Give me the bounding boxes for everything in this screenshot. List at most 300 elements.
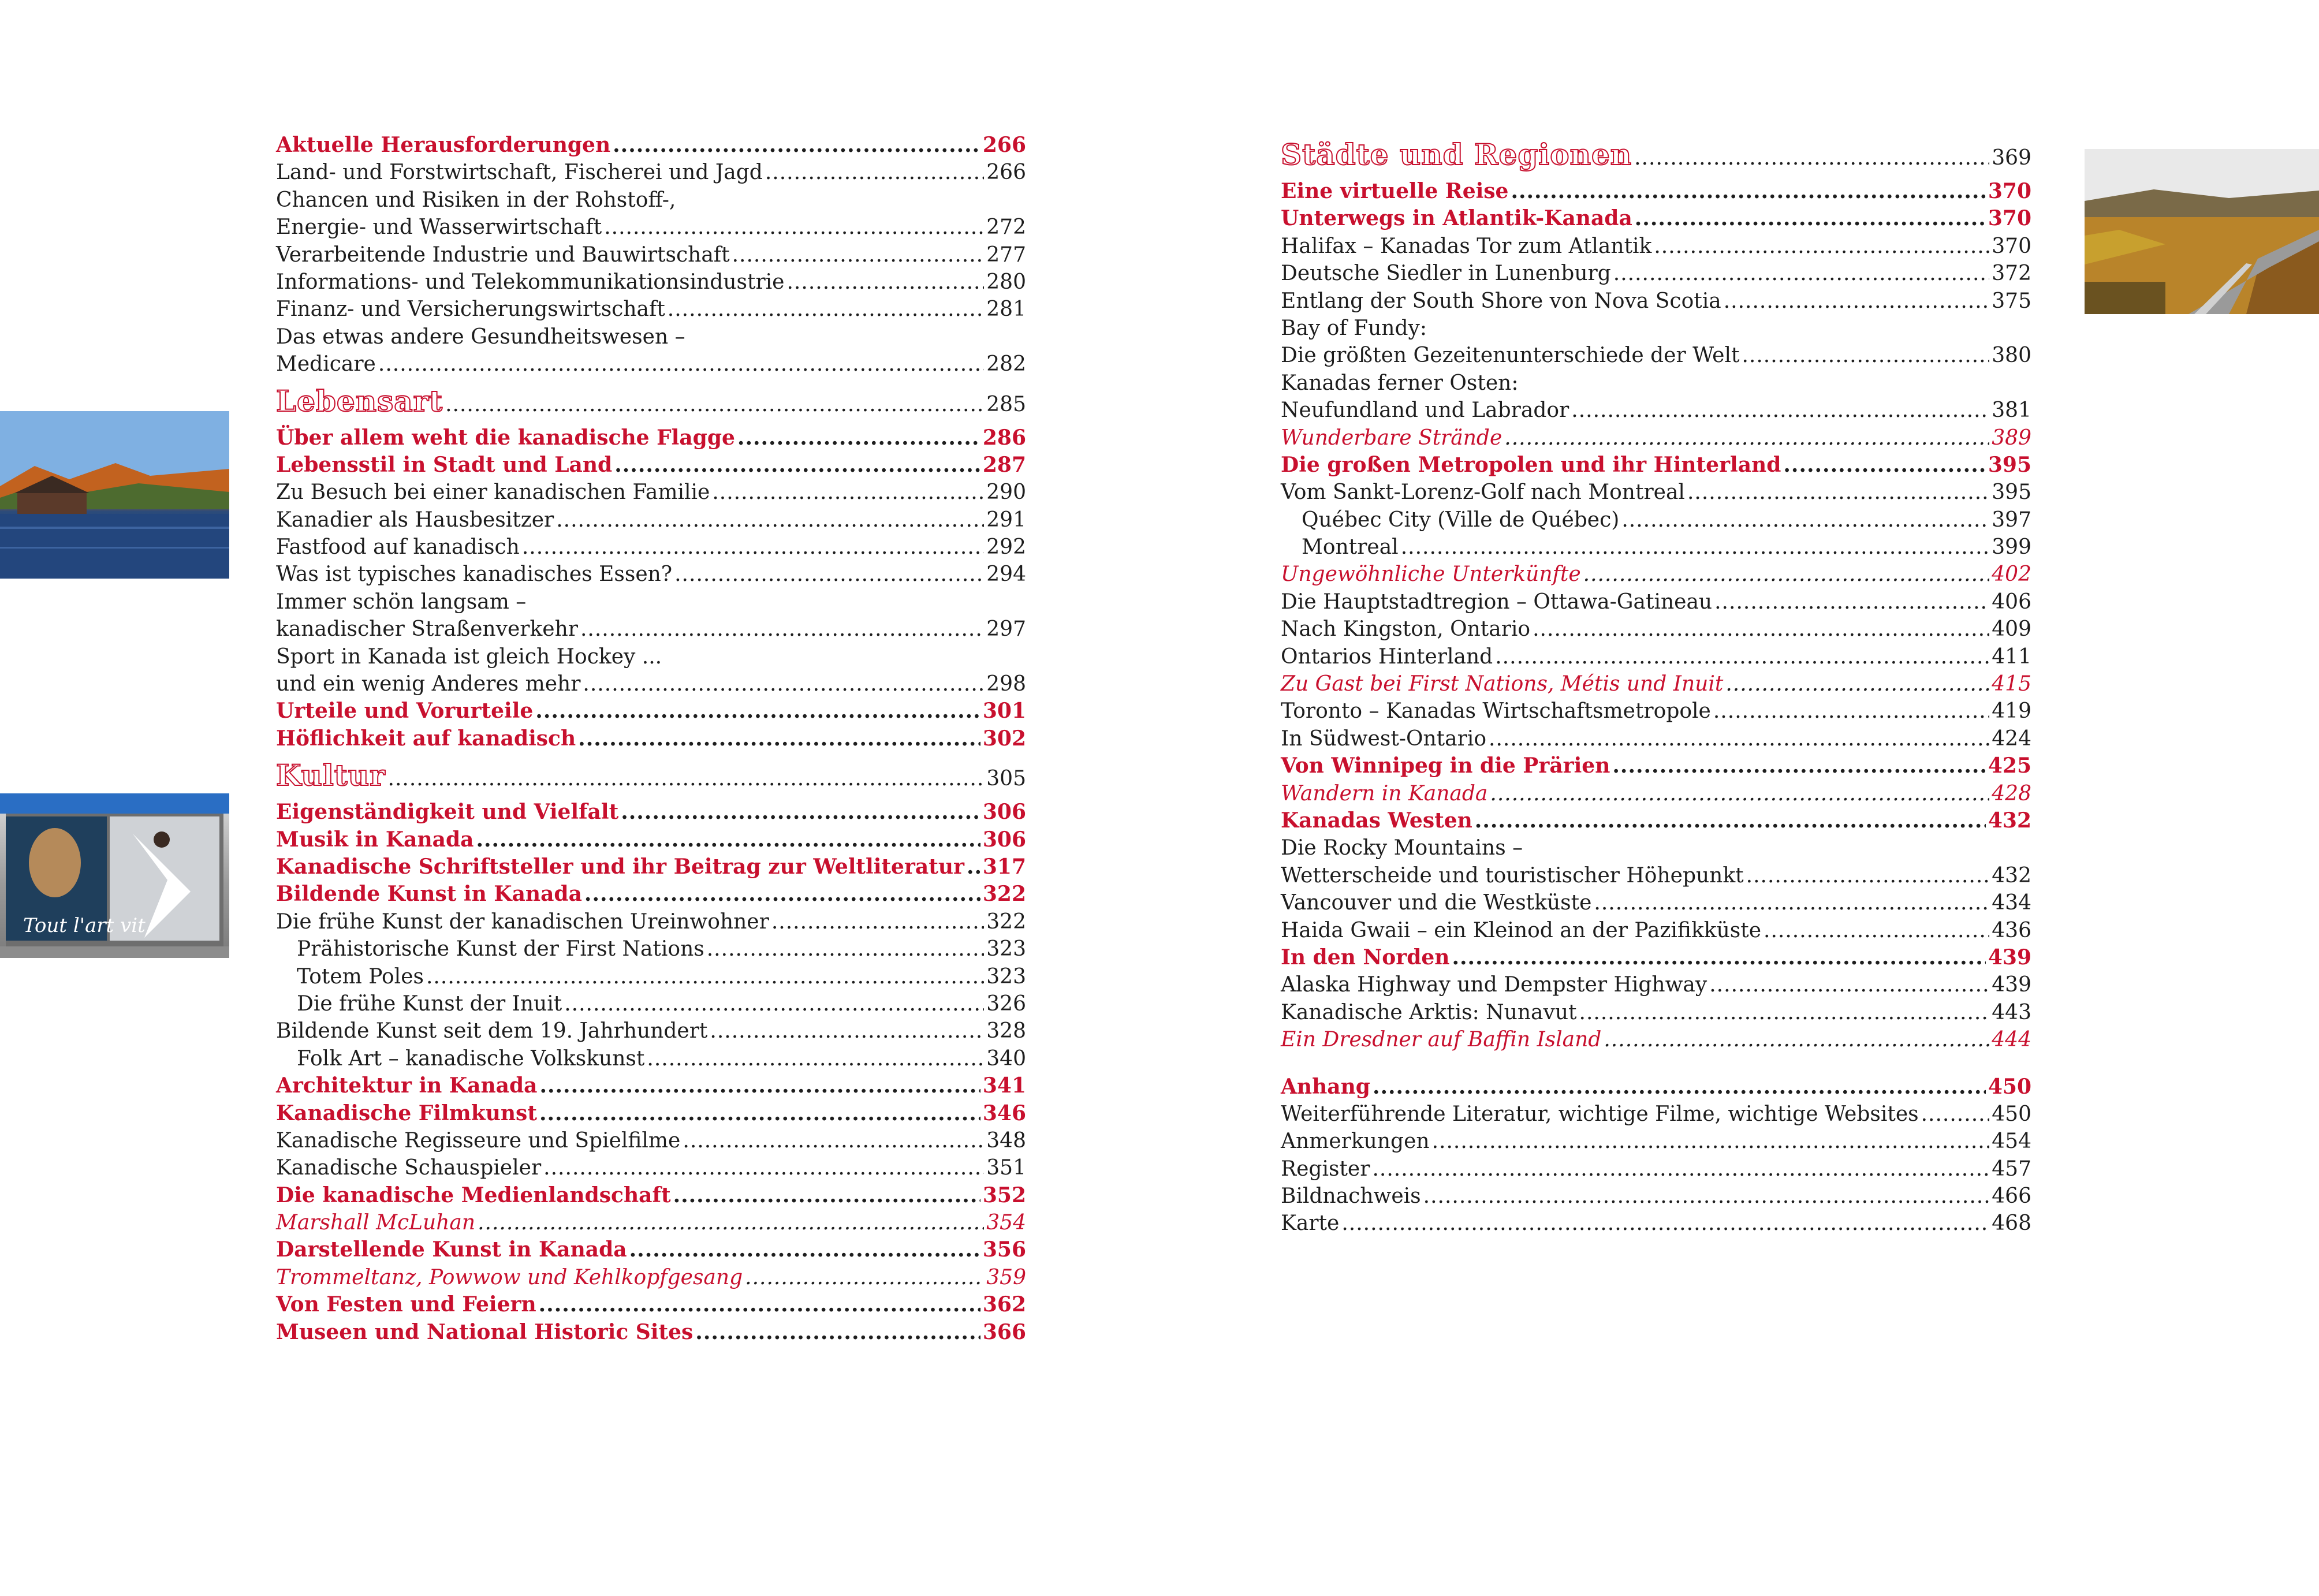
toc-page-number: 282 (986, 352, 1026, 376)
toc-page-number: 372 (1992, 262, 2031, 286)
toc-section-lebensart[interactable] (276, 378, 1026, 424)
dot-leader (967, 853, 980, 881)
toc-entry-bildende-kunst-seit-dem-19-jahrhundert[interactable] (276, 1017, 1026, 1045)
toc-entry-die-fruehe-kunst-der-kanadischen-ureinwohner[interactable] (276, 908, 1026, 935)
toc-entry-title: Folk Art – kanadische Volkskunst (297, 1046, 645, 1071)
toc-entry-kanadische-schriftsteller-und-ihr-beitrag-zur-we[interactable] (276, 853, 1026, 881)
toc-entry-title: Vancouver und die Westküste (1281, 891, 1592, 915)
toc-entry-kanadische-schauspieler[interactable] (276, 1154, 1026, 1181)
toc-entry-trommeltanz-powwow-und-kehlkopfgesang[interactable] (276, 1264, 1026, 1291)
dot-leader (543, 1154, 984, 1181)
dot-leader (388, 756, 985, 802)
toc-entry-kanadier-als-hausbesitzer[interactable] (276, 506, 1026, 534)
dot-leader (1341, 1210, 1989, 1237)
toc-page-number: 317 (982, 854, 1026, 879)
toc-page-number: 286 (982, 425, 1026, 450)
toc-entry-eine-virtuelle-reise[interactable] (1281, 178, 2031, 205)
toc-page-number: 287 (982, 452, 1026, 477)
toc-entry-kanadische-regisseure-und-spielfilme[interactable] (276, 1127, 1026, 1154)
toc-entry-title: Bay of Fundy: (1281, 316, 1427, 340)
autumn-road-photo (2085, 149, 2319, 314)
toc-page-number: 359 (986, 1265, 1026, 1289)
dot-leader (584, 881, 980, 908)
toc-entry-urteile-und-vorurteile[interactable] (276, 698, 1026, 725)
toc-entry-title: Bildende Kunst seit dem 19. Jahrhundert (276, 1019, 708, 1043)
toc-page-number: 375 (1992, 289, 2031, 313)
toc-page-number: 285 (986, 392, 1026, 416)
dot-leader (1475, 807, 1986, 834)
toc-entry-kanadischer-strassenverkehr[interactable] (276, 616, 1026, 643)
toc-entry-kanadische-filmkunst[interactable] (276, 1100, 1026, 1127)
toc-entry-title: Vom Sankt-Lorenz-Golf nach Montreal (1281, 480, 1685, 505)
dot-leader (604, 214, 984, 241)
toc-page-number: 450 (1988, 1074, 2031, 1099)
toc-page-number: 294 (986, 562, 1026, 587)
toc-entry-title: Finanz- und Versicherungswirtschaft (276, 297, 665, 322)
toc-section-kultur[interactable] (276, 752, 1026, 799)
toc-entry-title: Alaska Highway und Dempster Highway (1281, 973, 1707, 997)
toc-entry-neufundland-und-labrador[interactable] (1281, 397, 2031, 424)
toc-entry-title: Lebensstil in Stadt und Land (276, 452, 613, 477)
toc-spacer (1281, 1054, 2031, 1073)
dot-leader (1612, 752, 1985, 780)
toc-page-number: 291 (986, 508, 1026, 532)
toc-page-number: 432 (1992, 863, 2031, 888)
toc-entry-in-den-norden[interactable] (1281, 944, 2031, 971)
toc-page-number: 340 (986, 1046, 1026, 1071)
dot-leader (1613, 260, 1990, 287)
toc-entry-bildnachweis[interactable] (1281, 1183, 2031, 1210)
dot-leader (1634, 135, 1989, 181)
toc-entry-immer-schoen-langsam[interactable] (276, 588, 1026, 616)
toc-entry-montreal[interactable] (1281, 534, 2031, 561)
toc-page-number: 439 (1988, 945, 2031, 969)
toc-page-number: 281 (986, 297, 1026, 322)
toc-entry-land-und-forstwirtschaft-fischerei-und-jagd[interactable] (276, 159, 1026, 186)
toc-entry-title: Kultur (276, 758, 386, 793)
toc-entry-title: Chancen und Risiken in der Rohstoff-, (276, 188, 676, 212)
toc-entry-title: Bildnachweis (1281, 1184, 1421, 1209)
toc-entry-title: Die größten Gezeitenunterschiede der Welt (1281, 344, 1740, 368)
toc-entry-karte[interactable] (1281, 1210, 2031, 1237)
toc-page-number: 434 (1992, 891, 2031, 915)
toc-page-number: 457 (1992, 1157, 2031, 1181)
toc-page-number: 419 (1992, 699, 2031, 724)
toc-entry-aktuelle-herausforderungen[interactable] (276, 132, 1026, 159)
toc-entry-title: Fastfood auf kanadisch (276, 535, 520, 560)
toc-entry-von-festen-und-feiern[interactable] (276, 1291, 1026, 1318)
toc-entry-wandern-in-kanada[interactable] (1281, 780, 2031, 807)
toc-entry-title: Sport in Kanada ist gleich Hockey ... (276, 644, 662, 669)
toc-page-number: 366 (982, 1319, 1026, 1344)
dot-leader (1654, 233, 1989, 260)
dot-leader (1724, 288, 1990, 315)
dot-leader (1490, 780, 1989, 807)
toc-entry-title: Medicare (276, 352, 376, 376)
toc-entry-title: Über allem weht die kanadische Flagge (276, 425, 735, 450)
dot-leader (1746, 862, 1990, 889)
toc-page-number: 266 (986, 161, 1026, 185)
toc-page-number: 468 (1992, 1211, 2031, 1236)
toc-entry-ontarios-hinterland[interactable] (1281, 643, 2031, 670)
mural-caption: Tout l'art vit (23, 914, 146, 937)
toc-entry-ueber-allem-weht-die-kanadische-flagge[interactable] (276, 424, 1026, 452)
toc-entry-von-winnipeg-in-die-praerien[interactable] (1281, 752, 2031, 780)
toc-entry-title: Unterwegs in Atlantik-Kanada (1281, 206, 1632, 231)
toc-entry-kanadas-westen[interactable] (1281, 807, 2031, 834)
toc-page-number: 399 (1992, 535, 2031, 560)
toc-page-number: 369 (1992, 146, 2031, 170)
dot-leader (673, 1182, 980, 1209)
toc-page-number: 428 (1992, 781, 2031, 806)
toc-page-number: 444 (1992, 1028, 2031, 1052)
toc-page-number: 326 (986, 991, 1026, 1016)
toc-entry-die-fruehe-kunst-der-inuit[interactable] (276, 990, 1026, 1017)
toc-page-number: 328 (986, 1019, 1026, 1043)
toc-entry-title: Bildende Kunst in Kanada (276, 882, 582, 907)
toc-entry-kanadas-ferner-osten[interactable] (1281, 370, 2031, 397)
toc-entry-unterwegs-in-atlantik-kanada[interactable] (1281, 205, 2031, 232)
toc-entry-das-etwas-andere-gesundheitswesen[interactable] (276, 323, 1026, 350)
toc-entry-eigenstaendigkeit-und-vielfalt[interactable] (276, 799, 1026, 826)
dot-leader (1635, 205, 1986, 232)
dot-leader (1604, 1026, 1989, 1053)
toc-page-number: 305 (986, 767, 1026, 791)
toc-entry-vom-sankt-lorenz-golf-nach-montreal[interactable] (1281, 479, 2031, 506)
toc-page-number: 411 (1992, 644, 2031, 669)
toc-entry-finanz-und-versicherungswirtschaft[interactable] (276, 296, 1026, 323)
dot-leader (712, 479, 984, 506)
toc-entry-ungewoehnliche-unterkuenfte[interactable] (1281, 561, 2031, 588)
toc-entry-zu-besuch-bei-einer-kanadischen-familie[interactable] (276, 479, 1026, 506)
toc-entry-title: Aktuelle Herausforderungen (276, 133, 611, 157)
toc-entry-hoeflichkeit-auf-kanadisch[interactable] (276, 725, 1026, 752)
toc-entry-wunderbare-straende[interactable] (1281, 424, 2031, 452)
toc-page-number: 466 (1992, 1184, 2031, 1209)
dot-leader (578, 725, 980, 752)
toc-entry-title: Land- und Forstwirtschaft, Fischerei und Jagd (276, 161, 763, 185)
lake-cottage-photo (0, 411, 229, 579)
dot-leader (1709, 971, 1989, 998)
toc-entry-title: Kanadas Westen (1281, 808, 1472, 833)
toc-page-number: 454 (1992, 1129, 2031, 1154)
toc-entry-title: Urteile und Vorurteile (276, 699, 534, 724)
dot-leader (539, 1072, 980, 1099)
toc-entry-die-rocky-mountains[interactable] (1281, 834, 2031, 862)
toc-entry-title: Ungewöhnliche Unterkünfte (1281, 562, 1581, 587)
toc-entry-title: Die frühe Kunst der kanadischen Ureinwohner (276, 909, 769, 934)
toc-entry-title: Kanadische Schriftsteller und ihr Beitrag zur Weltliteratur (276, 854, 964, 879)
toc-entry-die-grossen-metropolen-und-ihr-hinterland[interactable] (1281, 452, 2031, 479)
toc-page-number: 397 (1992, 508, 2031, 532)
dot-leader (426, 963, 984, 990)
dot-leader (1511, 178, 1985, 205)
toc-entry-title: Totem Poles (297, 964, 424, 989)
dot-leader (707, 935, 985, 963)
toc-entry-die-hauptstadtregion-ottawa-gatineau[interactable] (1281, 588, 2031, 616)
dot-leader (1533, 616, 1989, 643)
toc-entry-title: Von Winnipeg in die Prärien (1281, 754, 1610, 778)
toc-entry-title: Energie- und Wasserwirtschaft (276, 215, 602, 240)
dot-leader (1783, 452, 1985, 479)
toc-page-number: 406 (1992, 590, 2031, 614)
toc-page-number: 346 (982, 1101, 1026, 1125)
toc-entry-architektur-in-kanada[interactable] (276, 1072, 1026, 1099)
toc-page-number: 323 (986, 964, 1026, 989)
toc-entry-register[interactable] (1281, 1155, 2031, 1183)
dot-leader (1725, 670, 1989, 698)
toc-entry-title: Karte (1281, 1211, 1340, 1236)
toc-page-number: 439 (1992, 973, 2031, 997)
toc-entry-title: Ein Dresdner auf Baffin Island (1281, 1028, 1602, 1052)
toc-page-number: 362 (982, 1292, 1026, 1317)
dot-leader (737, 424, 980, 452)
toc-page-number: 306 (982, 800, 1026, 825)
toc-section-staedte-und-regionen[interactable] (1281, 132, 2031, 178)
toc-entry-title: Montreal (1302, 535, 1399, 560)
dot-leader (378, 350, 984, 378)
toc-page-number: 409 (1992, 617, 2031, 642)
toc-page-number: 348 (986, 1128, 1026, 1153)
dot-leader (668, 296, 984, 323)
toc-entry-musik-in-kanada[interactable] (276, 826, 1026, 853)
toc-entry-title: Kanadische Regisseure und Spielfilme (276, 1128, 681, 1153)
dot-leader (1687, 479, 1989, 506)
toc-entry-title: Darstellende Kunst in Kanada (276, 1237, 627, 1262)
toc-entry-title: Verarbeitende Industrie und Bauwirtschaft (276, 243, 730, 267)
toc-entry-title: Neufundland und Labrador (1281, 398, 1569, 423)
toc-page-number: 290 (986, 480, 1026, 505)
toc-page-number: 354 (986, 1211, 1026, 1235)
toc-page-number: 381 (1992, 398, 2031, 423)
dot-leader (732, 241, 985, 269)
toc-entry-title: Marshall McLuhan (276, 1211, 476, 1235)
toc-entry-title: Die Rocky Mountains – (1281, 836, 1523, 860)
dot-leader (1372, 1155, 1989, 1183)
toc-entry-title: Anmerkungen (1281, 1129, 1430, 1154)
dot-leader (629, 1236, 980, 1263)
toc-entry-title: Das etwas andere Gesundheitswesen – (276, 325, 685, 349)
dot-leader (647, 1045, 984, 1072)
dot-leader (539, 1291, 980, 1318)
dot-leader (1504, 424, 1989, 452)
toc-entry-darstellende-kunst-in-kanada[interactable] (276, 1236, 1026, 1263)
toc-entry-title: Eine virtuelle Reise (1281, 179, 1509, 203)
toc-page-number: 450 (1992, 1102, 2031, 1126)
toc-entry-title: Deutsche Siedler in Lunenburg (1281, 262, 1611, 286)
toc-entry-was-ist-typisches-kanadisches-essen[interactable] (276, 561, 1026, 588)
toc-entry-vancouver-und-die-westkueste[interactable] (1281, 889, 2031, 916)
dot-leader (478, 1209, 984, 1236)
toc-page-number: 370 (1988, 179, 2031, 203)
toc-entry-title: Entlang der South Shore von Nova Scotia (1281, 289, 1721, 313)
art-mural-photo (0, 793, 229, 958)
dot-leader (1713, 698, 1989, 725)
toc-entry-title: Kanadische Filmkunst (276, 1101, 537, 1125)
toc-entry-wetterscheide-und-touristischer-hoehepunkt[interactable] (1281, 862, 2031, 889)
toc-page-number: 395 (1992, 480, 2031, 505)
toc-entry-alaska-highway-und-dempster-highway[interactable] (1281, 971, 2031, 998)
toc-entry-deutsche-siedler-in-lunenburg[interactable] (1281, 260, 2031, 287)
toc-page-number: 352 (982, 1183, 1026, 1207)
toc-entry-title: Toronto – Kanadas Wirtschaftsmetropole (1281, 699, 1711, 724)
toc-entry-title: Lebensart (276, 383, 443, 418)
dot-leader (1921, 1101, 1990, 1128)
toc-entry-sport-in-kanada-ist-gleich-hockey[interactable] (276, 643, 1026, 670)
toc-page-number: 351 (986, 1156, 1026, 1180)
toc-entry-energie-und-wasserwirtschaft[interactable] (276, 214, 1026, 241)
toc-entry-bildende-kunst-in-kanada[interactable] (276, 881, 1026, 908)
toc-page-number: 277 (986, 243, 1026, 267)
dot-leader (1423, 1183, 1990, 1210)
dot-leader (1583, 561, 1990, 588)
toc-entry-title: In den Norden (1281, 945, 1450, 969)
dot-leader (539, 1100, 980, 1127)
toc-page-number: 302 (982, 726, 1026, 751)
dot-leader (745, 1264, 984, 1291)
toc-entry-kanadische-arktis-nunavut[interactable] (1281, 999, 2031, 1026)
toc-entry-title: Die frühe Kunst der Inuit (297, 991, 562, 1016)
toc-page-number: 323 (986, 937, 1026, 961)
toc-entry-weiterfuehrende-literatur-wichtige-filme-wichtig[interactable] (1281, 1101, 2031, 1128)
toc-entry-informations-und-telekommunikationsindustrie[interactable] (276, 269, 1026, 296)
dot-leader (1495, 643, 1989, 670)
toc-entry-anmerkungen[interactable] (1281, 1128, 2031, 1155)
toc-entry-entlang-der-south-shore-von-nova-scotia[interactable] (1281, 288, 2031, 315)
toc-entry-zu-gast-bei-first-nations-metis-und-inuit[interactable] (1281, 670, 2031, 698)
dot-leader (683, 1127, 984, 1154)
toc-entry-title: Trommeltanz, Powwow und Kehlkopfgesang (276, 1265, 743, 1289)
toc-page-number: 322 (986, 909, 1026, 934)
toc-page-number: 280 (986, 270, 1026, 294)
toc-page-number: 272 (986, 215, 1026, 240)
dot-leader (1579, 999, 1990, 1026)
dot-leader (1764, 917, 1989, 944)
toc-entry-title: Anhang (1281, 1074, 1370, 1099)
dot-leader (613, 132, 980, 159)
toc-entry-verarbeitende-industrie-und-bauwirtschaft[interactable] (276, 241, 1026, 269)
dot-leader (1621, 506, 1989, 534)
toc-entry-title: Immer schön langsam – (276, 590, 527, 614)
toc-entry-bay-of-fundy[interactable] (1281, 315, 2031, 342)
toc-entry-title: Wandern in Kanada (1281, 781, 1488, 806)
toc-entry-title: In Südwest-Ontario (1281, 726, 1486, 751)
toc-entry-title: Informations- und Telekommunikationsindustrie (276, 270, 785, 294)
toc-entry-anhang[interactable] (1281, 1073, 2031, 1101)
toc-entry-die-groessten-gezeitenunterschiede-der-welt[interactable] (1281, 342, 2031, 369)
toc-entry-title: kanadischer Straßenverkehr (276, 617, 578, 642)
toc-entry-title: Von Festen und Feiern (276, 1292, 536, 1317)
toc-entry-lebensstil-in-stadt-und-land[interactable] (276, 452, 1026, 479)
toc-entry-totem-poles[interactable] (276, 963, 1026, 990)
toc-page-number: 292 (986, 535, 1026, 560)
toc-entry-haida-gwaii-ein-kleinod-an-der-pazifikkueste[interactable] (1281, 917, 2031, 944)
toc-entry-title: Nach Kingston, Ontario (1281, 617, 1531, 642)
toc-entry-title: Kanadier als Hausbesitzer (276, 508, 554, 532)
toc-page-number: 402 (1992, 562, 2031, 587)
dot-leader (1489, 725, 1989, 752)
dot-leader (1452, 944, 1985, 971)
toc-entry-halifax-kanadas-tor-zum-atlantik[interactable] (1281, 233, 2031, 260)
toc-entry-title: Halifax – Kanadas Tor zum Atlantik (1281, 234, 1652, 258)
toc-page-number: 341 (982, 1073, 1026, 1098)
toc-entry-chancen-und-risiken-in-der-rohstoff[interactable] (276, 187, 1026, 214)
toc-page-number: 424 (1992, 726, 2031, 751)
toc-page-number: 322 (982, 882, 1026, 907)
toc-page-number: 432 (1988, 808, 2031, 833)
dot-leader (564, 990, 984, 1017)
toc-entry-title: Museen und National Historic Sites (276, 1319, 694, 1344)
dot-leader (614, 452, 980, 479)
toc-entry-museen-und-national-historic-sites[interactable] (276, 1319, 1026, 1346)
toc-entry-medicare[interactable] (276, 350, 1026, 378)
toc-entry-title: Wetterscheide und touristischer Höhepunkt (1281, 863, 1744, 888)
toc-entry-title: Register (1281, 1157, 1370, 1181)
toc-entry-title: Musik in Kanada (276, 827, 474, 852)
toc-entry-praehistorische-kunst-der-first-nations[interactable] (276, 935, 1026, 963)
dot-leader (765, 159, 984, 186)
dot-leader (1742, 342, 1989, 369)
toc-entry-title: Zu Besuch bei einer kanadischen Familie (276, 480, 710, 505)
toc-entry-title: und ein wenig Anderes mehr (276, 672, 581, 696)
dot-leader (771, 908, 984, 935)
toc-entry-toronto-kanadas-wirtschaftsmetropole[interactable] (1281, 698, 2031, 725)
dot-leader (583, 670, 984, 698)
dot-leader (535, 698, 980, 725)
toc-entry-title: Weiterführende Literatur, wichtige Filme, wichtige Websites (1281, 1102, 1919, 1126)
dot-leader (621, 799, 980, 826)
dot-leader (522, 534, 984, 561)
toc-page-number: 436 (1992, 918, 2031, 942)
dot-leader (445, 382, 984, 428)
dot-leader (580, 616, 984, 643)
toc-entry-in-suedwest-ontario[interactable] (1281, 725, 2031, 752)
toc-entry-und-ein-wenig-anderes-mehr[interactable] (276, 670, 1026, 698)
toc-page-number: 356 (982, 1237, 1026, 1262)
toc-entry-title: Architektur in Kanada (276, 1073, 538, 1098)
toc-entry-title: Kanadische Arktis: Nunavut (1281, 1000, 1577, 1024)
toc-entry-marshall-mcluhan[interactable] (276, 1209, 1026, 1236)
toc-page-number: 443 (1992, 1000, 2031, 1024)
toc-entry-title: Städte und Regionen (1281, 137, 1632, 171)
toc-page-number: 301 (982, 699, 1026, 724)
toc-entry-ein-dresdner-auf-baffin-island[interactable] (1281, 1026, 2031, 1053)
dot-leader (1571, 397, 1989, 424)
toc-entry-title: Eigenständigkeit und Vielfalt (276, 800, 619, 825)
dot-leader (786, 269, 984, 296)
toc-right-column (1281, 132, 2031, 1237)
toc-entry-title: Kanadas ferner Osten: (1281, 371, 1519, 395)
toc-entry-nach-kingston-ontario[interactable] (1281, 616, 2031, 643)
dot-leader (1401, 534, 1990, 561)
toc-page-number: 298 (986, 672, 1026, 696)
toc-entry-folk-art-kanadische-volkskunst[interactable] (276, 1045, 1026, 1072)
toc-page-number: 389 (1992, 426, 2031, 450)
toc-page-number: 370 (1988, 206, 2031, 231)
toc-entry-quebec-city-ville-de-quebec[interactable] (1281, 506, 2031, 534)
toc-entry-die-kanadische-medienlandschaft[interactable] (276, 1182, 1026, 1209)
toc-left-column (276, 132, 1026, 1346)
dot-leader (1594, 889, 1989, 916)
dot-leader (556, 506, 984, 534)
dot-leader (1432, 1128, 1990, 1155)
toc-entry-fastfood-auf-kanadisch[interactable] (276, 534, 1026, 561)
dot-leader (1714, 588, 1989, 616)
toc-entry-title: Wunderbare Strände (1281, 426, 1502, 450)
toc-page-number: 380 (1992, 344, 2031, 368)
toc-page-number: 370 (1992, 234, 2031, 258)
dot-leader (710, 1017, 984, 1045)
